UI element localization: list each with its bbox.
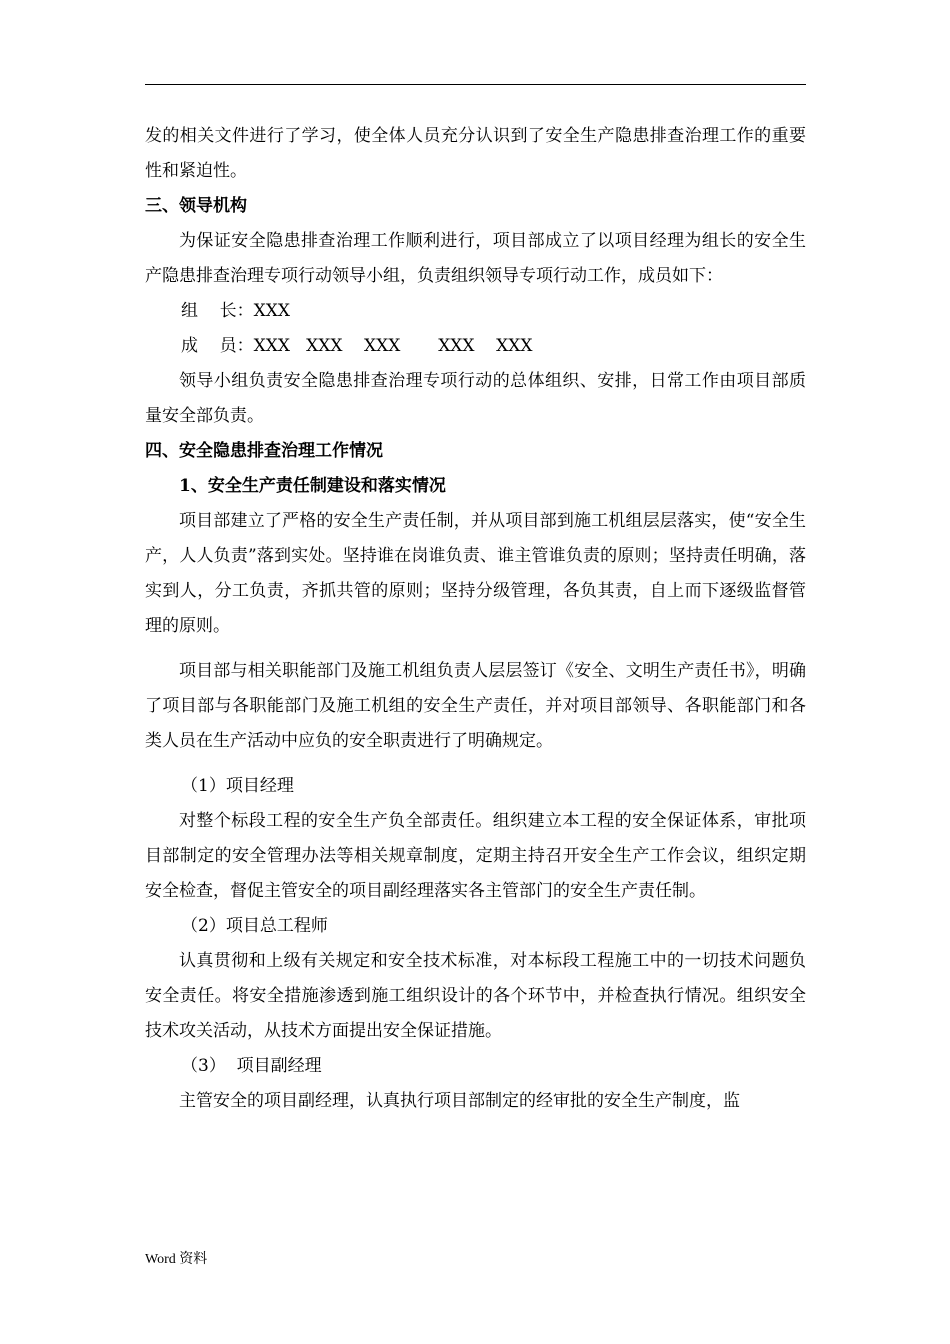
header-rule	[145, 84, 806, 85]
section-heading-4: 四、安全隐患排查治理工作情况	[145, 441, 383, 461]
paragraph-project-manager: 对整个标段工程的安全生产负全部责任。组织建立本工程的安全保证体系，审批项目部制定的安全管理办法等相关规章制度，定期主持召开安全生产工作会议，组织定期安全检查，督促主管安全的项目副经理落实各主管部门的安全生产责任制。	[145, 811, 806, 901]
document-body	[145, 119, 806, 1119]
role-heading-project-manager: （1）项目经理	[181, 776, 294, 796]
page-footer: Word 资料	[145, 1252, 208, 1267]
subsection-heading-1: 1、安全生产责任制建设和落实情况	[179, 476, 446, 496]
paragraph-group-duty: 领导小组负责安全隐患排查治理专项行动的总体组织、安排，日常工作由项目部质量安全部负责。	[145, 371, 806, 426]
section-heading-3: 三、领导机构	[145, 196, 247, 216]
paragraph-chief-engineer: 认真贯彻和上级有关规定和安全技术标准，对本标段工程施工中的一切技术问题负安全责任。将安全措施渗透到施工组织设计的各个环节中，并检查执行情况。组织安全技术攻关活动，从技术方面提出安全保证措施。	[145, 951, 806, 1041]
role-heading-deputy-manager: （3） 项目副经理	[181, 1056, 322, 1076]
paragraph-leadership: 为保证安全隐患排查治理工作顺利进行，项目部成立了以项目经理为组长的安全生产隐患排查治理专项行动领导小组，负责组织领导专项行动工作，成员如下：	[145, 231, 806, 286]
role-heading-chief-engineer: （2）项目总工程师	[181, 916, 328, 936]
members-line: 成 员：XXX XXX XXX XXX XXX	[181, 336, 533, 356]
paragraph-deputy-manager: 主管安全的项目副经理，认真执行项目部制定的经审批的安全生产制度，监	[179, 1091, 740, 1111]
paragraph-responsibility-letter: 项目部与相关职能部门及施工机组负责人层层签订《安全、文明生产责任书》，明确了项目部与各职能部门及施工机组的安全生产责任，并对项目部领导、各职能部门和各类人员在生产活动中应负的安全职责进行了明确规定。	[145, 661, 806, 751]
paragraph-continuation: 发的相关文件进行了学习，使全体人员充分认识到了安全生产隐患排查治理工作的重要性和紧迫性。	[145, 126, 806, 181]
paragraph-responsibility-system: 项目部建立了严格的安全生产责任制，并从项目部到施工机组层层落实，使“安全生产，人人负责”落到实处。坚持谁在岗谁负责、谁主管谁负责的原则；坚持责任明确，落实到人，分工负责，齐抓共管的原则；坚持分级管理，各负其责，自上而下逐级监督管理的原则。	[145, 511, 806, 636]
leader-line: 组 长：XXX	[181, 301, 290, 321]
